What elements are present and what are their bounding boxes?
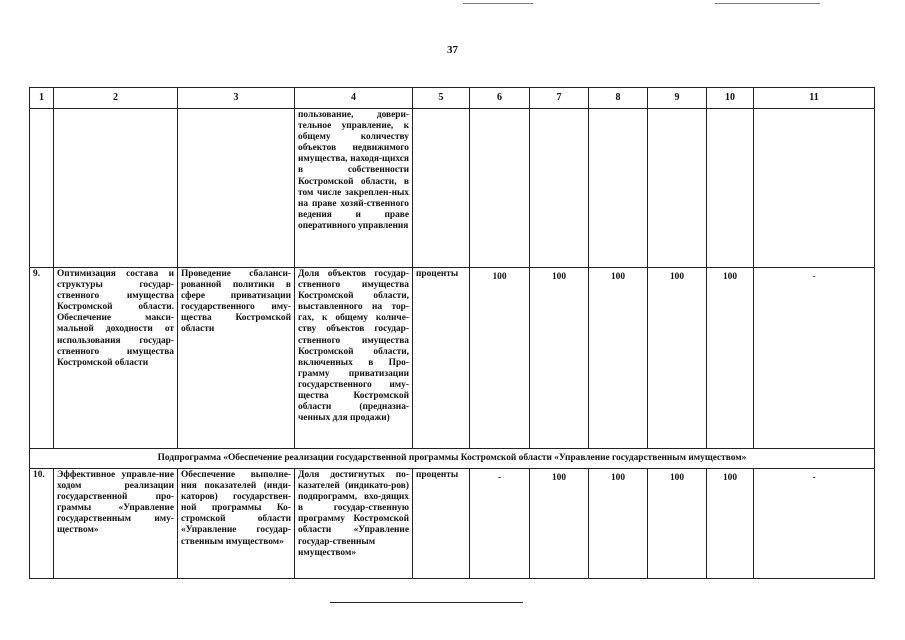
- table-row: [30, 109, 875, 268]
- value-cell: -: [470, 469, 530, 579]
- col-header-5: 5: [413, 88, 470, 109]
- value-cell: 100: [589, 469, 648, 579]
- col-header-3: 3: [178, 88, 295, 109]
- goal-cell: [54, 109, 178, 268]
- header-rule-right: [715, 3, 820, 4]
- col-header-1: 1: [30, 88, 54, 109]
- value-cell: 100: [707, 469, 754, 579]
- col-header-9: 9: [648, 88, 707, 109]
- page-number: 37: [447, 44, 458, 56]
- value-cell: [707, 109, 754, 268]
- task-cell: Проведение сбаланси-рованной политики в сфере приватизации государственного иму-щества Костромской области: [178, 268, 295, 449]
- value-cell: [754, 109, 875, 268]
- value-cell: -: [754, 469, 875, 579]
- col-header-6: 6: [470, 88, 530, 109]
- col-header-7: 7: [530, 88, 589, 109]
- col-header-2: 2: [54, 88, 178, 109]
- header-rule-left: [463, 3, 533, 4]
- value-cell: 100: [707, 268, 754, 449]
- value-cell: [470, 109, 530, 268]
- goal-cell: Оптимизация состава и структуры государ-ственного имущества Костромской области. Обеспечение макси-мальной доходности от использования государ-ственного имущества Костромской области: [54, 268, 178, 449]
- column-numbers-row: [30, 88, 875, 109]
- subprogram-title: Подпрограмма «Обеспечение реализации государственной программы Костромской области «Управление государственным имуществом»: [30, 449, 875, 469]
- task-cell: [178, 109, 295, 268]
- col-header-8: 8: [589, 88, 648, 109]
- indicator-cell: Доля достигнутых по-казателей (индикато-ров) подпрограмм, вхо-дящих в государ-ственную программу Костромской области «Управление государ-ственным имуществом»: [295, 469, 413, 579]
- value-cell: 100: [530, 268, 589, 449]
- indicators-table: [29, 87, 875, 579]
- value-cell: 100: [648, 469, 707, 579]
- row-number: 10.: [30, 469, 54, 579]
- table-row: [30, 268, 875, 449]
- value-cell: [648, 109, 707, 268]
- task-cell: Обеспечение выполне-ния показателей (инди-каторов) государствен-ной программы Ко-стромской области «Управление государ-ственным имуществом»: [178, 469, 295, 579]
- unit-cell: проценты: [413, 268, 470, 449]
- table-row: [30, 469, 875, 579]
- col-header-4: 4: [295, 88, 413, 109]
- value-cell: [530, 109, 589, 268]
- row-number: 9.: [30, 268, 54, 449]
- unit-cell: проценты: [413, 469, 470, 579]
- value-cell: [589, 109, 648, 268]
- goal-cell: Эффективное управле-ние ходом реализации государственной про-граммы «Управление государственным иму-ществом»: [54, 469, 178, 579]
- footnote-separator: [330, 602, 523, 603]
- col-header-10: 10: [707, 88, 754, 109]
- value-cell: 100: [648, 268, 707, 449]
- value-cell: 100: [589, 268, 648, 449]
- indicator-cell: Доля объектов государ-ственного имущества Костромской области, выставленного на тор-гах, к общему количе-ству объектов государ-ственного имущества Костромской области, включенных в Про-грамму приватизации государственного иму-щества Костромской области (предназна-ченных для продажи): [295, 268, 413, 449]
- subprogram-row: [30, 449, 875, 469]
- indicator-cell: пользование, довери-тельное управление, к общему количеству объектов недвижимого имущества, находя-щихся в собственности Костромской области, в том числе закреплен-ных на праве хозяй-ственного ведения и праве оперативного управления: [295, 109, 413, 268]
- value-cell: 100: [470, 268, 530, 449]
- value-cell: -: [754, 268, 875, 449]
- unit-cell: [413, 109, 470, 268]
- row-number: [30, 109, 54, 268]
- value-cell: 100: [530, 469, 589, 579]
- col-header-11: 11: [754, 88, 875, 109]
